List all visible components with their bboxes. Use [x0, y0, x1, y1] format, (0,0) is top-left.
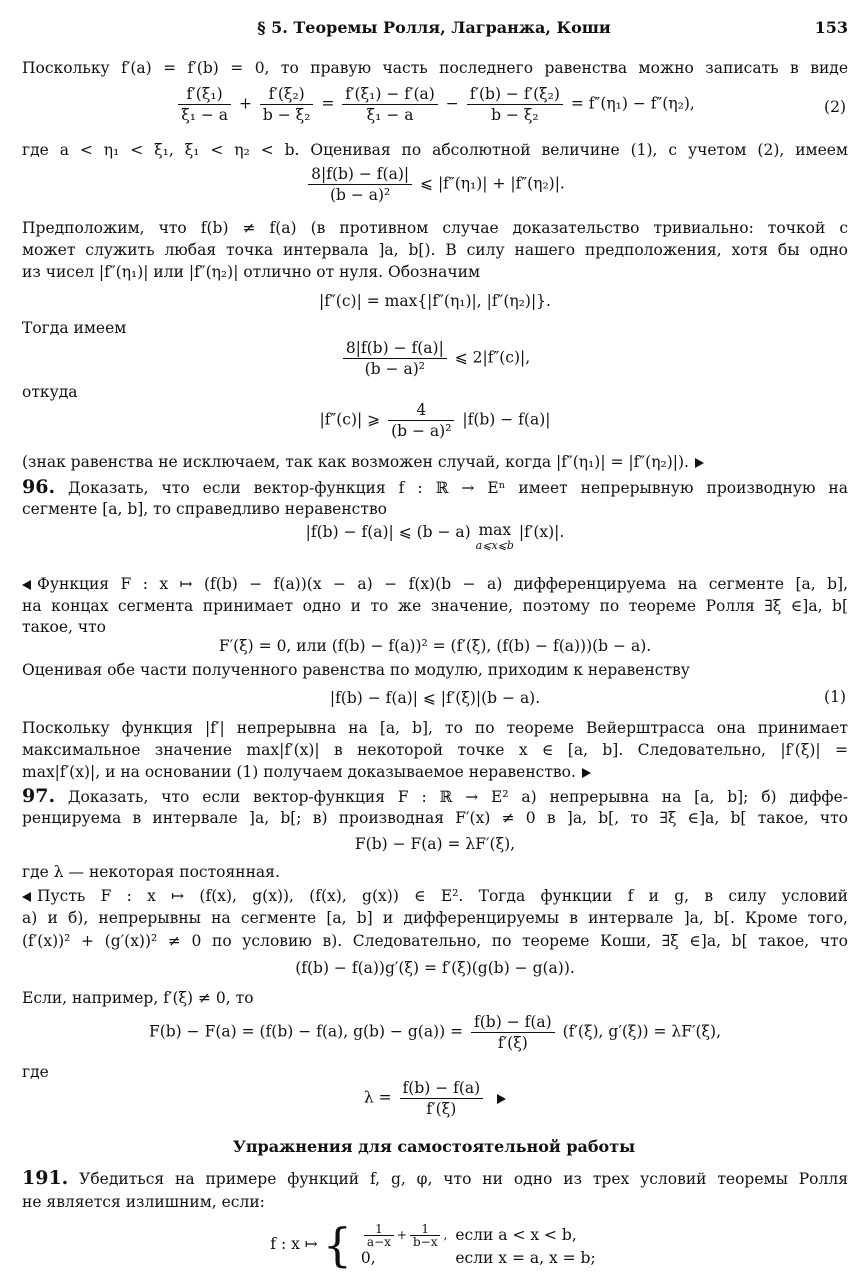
running-header [0, 18, 868, 40]
text-line: ренцируема в интервале ]a, b[; в) производная F′(x) ≠ 0 в ]a, b[, то ∃ξ ∈]a, b[ такое, что [22, 809, 848, 827]
equation-number: (1) [824, 688, 846, 706]
text-line: max|f′(x)|, и на основании (1) получаем доказываемое неравенство. [22, 762, 848, 782]
equation: |f″(c)| = max{|f″(η₁)|, |f″(η₂)|}. [319, 292, 551, 310]
left-brace: { [322, 1218, 352, 1272]
text-line: Функция F : x ↦ (f(b) − f(a))(x − a) − f(x)(b − a) дифференцируема на сегменте [a, b], [22, 574, 848, 594]
text-line: Поскольку f′(a) = f′(b) = 0, то правую часть последнего равенства можно записать в виде [22, 59, 848, 77]
text-line: (f′(x))² + (g′(x))² ≠ 0 по условию в). Следовательно, по теореме Коши, ∃ξ ∈]a, b[ такое, что [22, 932, 848, 950]
equation: $\frac{8|f(b) - f(a)|}{\text{(b − a)²}}$ ⩽ 2|f″(c)|, [22, 338, 848, 384]
end-of-proof-icon [582, 768, 591, 778]
start-of-proof-icon [22, 892, 31, 902]
text-line: Если, например, f′(ξ) ≠ 0, то [22, 989, 254, 1007]
problem-97: 97. Доказать, что если вектор-функция F : ℝ → E² а) непрерывна на [a, b]; б) диффе- [22, 785, 848, 807]
problem-191: 191. Убедиться на примере функций f, g, φ, что ни одно из трех условий теоремы Ролля [22, 1167, 848, 1189]
problem-number: 97. [22, 785, 56, 807]
problem-96: 96. Доказать, что если вектор-функция f : ℝ → Eⁿ имеет непрерывную производную на [22, 476, 848, 498]
end-of-proof-icon [497, 1094, 506, 1104]
equation: (f(b) − f(a))g′(ξ) = f′(ξ)(g(b) − g(a)). [295, 959, 575, 977]
fraction: $\frac{f(b) - f(a)}{f'(\xi)}$ [400, 1078, 484, 1119]
text-line: где λ — некоторая постоянная. [22, 863, 280, 881]
text-line: Предположим, что f(b) ≠ f(a) (в противном случае доказательство тривиально: точкой c [22, 219, 848, 237]
text-line: максимальное значение max|f′(x)| в некоторой точке x ∈ [a, b]. Следовательно, |f′(ξ)| = [22, 741, 848, 759]
exercises-heading: Упражнения для самостоятельной работы [232, 1137, 636, 1156]
fraction: $\frac{f(b) - f(a)}{f'(\xi)}$ [471, 1012, 555, 1053]
text-line: сегменте [a, b], то справедливо неравенство [22, 500, 387, 518]
equation: |f(b) − f(a)| ⩽ |f′(ξ)|(b − a). [329, 689, 541, 707]
text-line: где [22, 1063, 49, 1081]
text-line: на концах сегмента принимает одно и то же значение, поэтому по теореме Ролля ∃ξ ∈]a, b[ [22, 597, 848, 615]
text-line: Тогда имеем [22, 319, 127, 337]
fraction: $\frac{\text{f′(ξ₂)}}{\text{b − ξ₂}}$ [260, 84, 314, 125]
problem-number: 96. [22, 476, 56, 498]
equation: F′(ξ) = 0, или (f(b) − f(a))² = (f′(ξ), (f(b) − f(a)))(b − a). [218, 637, 652, 655]
text-line: может служить любая точка интервала ]a, b[). В силу нашего предположения, хотя бы одно [22, 241, 848, 259]
text-line: Пусть F : x ↦ (f(x), g(x)), (f(x), g(x)) ∈ E². Тогда функции f и g, в силу условий [22, 886, 848, 906]
text-line: (знак равенства не исключаем, так как возможен случай, когда |f″(η₁)| = |f″(η₂)|). [22, 452, 848, 472]
end-of-proof-icon [695, 458, 704, 468]
cases-table: $\frac{1}{a-x}$ + $\frac{1}{b-x}$ , если a < x < b, 0, если x = a, x = b; [360, 1221, 596, 1267]
equation: F(b) − F(a) = (f(b) − f(a), g(b) − g(a)) = $\frac{f(b) - f(a)}{f'(\xi)}$ (f′(ξ), g′(ξ)) = λF′(ξ), [148, 1013, 722, 1052]
equation: F(b) − F(a) = λF′(ξ), [354, 835, 516, 853]
fraction: $\frac{\text{f′(ξ₁) − f′(a)}}{\text{ξ₁ − a}}$ [342, 84, 438, 125]
text-line: из чисел |f″(η₁)| или |f″(η₂)| отлично от нуля. Обозначим [22, 263, 481, 281]
page-number: 153 [814, 18, 848, 37]
equation: |f(b) − f(a)| ⩽ (b − a) max a⩽x⩽b |f′(x)|. [305, 521, 565, 552]
fraction: $\frac{\text{f′(b) − f′(ξ₂)}}{\text{b − ξ₂}}$ [467, 84, 563, 125]
fraction: $\frac{4}{\text{(b − a)²}}$ [388, 400, 454, 441]
text-line: а) и б), непрерывны на сегменте [a, b] и дифференцируемы в интервале ]a, b[. Кроме того, [22, 909, 848, 927]
text-line: Оценивая обе части полученного равенства по модулю, приходим к неравенству [22, 661, 690, 679]
equation-2: $\frac{\text{f′(ξ₁)}}{\text{ξ₁ − a}}$ + $\frac{\text{f′(ξ₂)}}{\text{b − ξ₂}}$ = $\frac{\text{f′(ξ₁) − f′(a)}}{\text{ξ₁ − a}}$ − $\frac{\text{f′(b) − f′(ξ₂)}}{\text{b − ξ₂}}$ = f″(η₁) − f″(η₂), [22, 84, 848, 134]
problem-number: 191. [22, 1167, 69, 1189]
text-line: Поскольку функция |f′| непрерывна на [a, b], то по теореме Вейерштрасса она принимает [22, 719, 848, 737]
equation-number: (2) [824, 98, 846, 116]
text-line: где a < η₁ < ξ₁, ξ₁ < η₂ < b. Оценивая по абсолютной величине (1), с учетом (2), имеем [22, 141, 848, 159]
equation-cases: f : x ↦ { $\frac{1}{a-x}$ + $\frac{1}{b-x}$ , если a < x < b, 0, если x = a, x = b; [22, 1222, 848, 1276]
text-line: откуда [22, 383, 78, 401]
fraction: $\frac{8|f(b) - f(a)|}{\text{(b − a)²}}$ [343, 338, 447, 379]
section-title: § 5. Теоремы Ролля, Лагранжа, Коши [257, 18, 611, 37]
equation: |f″(c)| ⩾ $\frac{4}{\text{(b − a)²}}$ |f(b) − f(a)| [319, 401, 551, 440]
text-line: не является излишним, если: [22, 1193, 265, 1211]
equation: $\frac{8|f(b) - f(a)|}{\text{(b − a)²}}$ ⩽ |f″(η₁)| + |f″(η₂)|. [22, 164, 848, 210]
text-line: такое, что [22, 618, 107, 636]
fraction: $\frac{8|f(b) - f(a)|}{\text{(b − a)²}}$ [308, 164, 412, 205]
fraction: $\frac{\text{f′(ξ₁)}}{\text{ξ₁ − a}}$ [178, 84, 231, 125]
equation: λ = $\frac{f(b) - f(a)}{f'(\xi)}$ [22, 1078, 848, 1124]
start-of-proof-icon [22, 580, 31, 590]
